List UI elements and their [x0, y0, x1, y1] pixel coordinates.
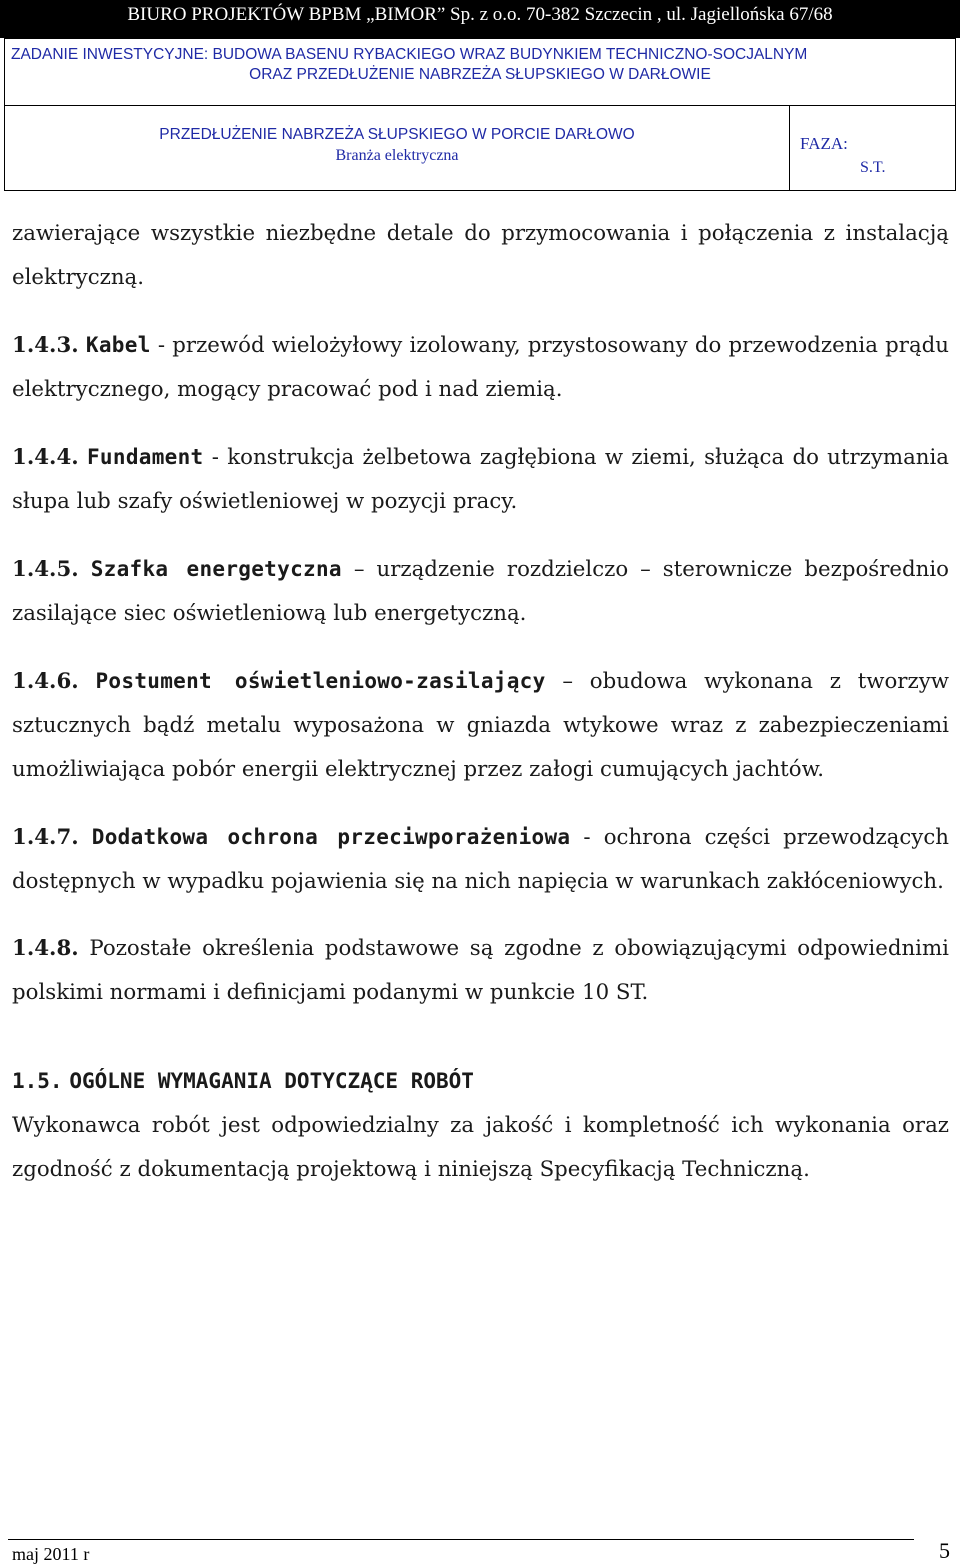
- investment-line-2: ORAZ PRZEDŁUŻENIE NABRZEŻA SŁUPSKIEGO W DARŁOWIE: [249, 66, 711, 83]
- branch-label: Branża elektryczna: [335, 147, 459, 164]
- intro-paragraph: zawierające wszystkie niezbędne detale do przymocowania i połączenia z instalacją elektryczną.: [12, 221, 949, 290]
- definition-1-4-3: [12, 323, 949, 412]
- definition-1-4-4: [12, 435, 949, 524]
- item-number: 1.4.5.: [12, 557, 79, 582]
- company-header: BIURO PROJEKTÓW BPBM „BIMOR” Sp. z o.o. 70-382 Szczecin , ul. Jagiellońska 67/68: [0, 0, 960, 38]
- subproject-cell: [5, 106, 790, 190]
- item-term: Szafka energetyczna: [90, 557, 342, 581]
- subproject-box: [4, 105, 956, 191]
- item-text: Pozostałe określenia podstawowe są zgodne z obowiązującymi odpowiednimi polskimi normami i definicjami podanymi w punkcie 10 ST.: [12, 936, 949, 1005]
- item-term: Kabel: [85, 333, 151, 357]
- item-term: Postument oświetleniowo-zasilający: [95, 669, 546, 693]
- item-text: - konstrukcja żelbetowa zagłębiona w ziemi, służąca do utrzymania słupa lub szafy oświetleniowej w pozycji pracy.: [12, 445, 949, 514]
- item-text: - przewód wielożyłowy izolowany, przystosowany do przewodzenia prądu elektrycznego, mogący pracować pod i nad ziemią.: [12, 333, 949, 402]
- investment-box: [4, 38, 956, 106]
- page-number: 5: [939, 1538, 950, 1563]
- section-number: 1.5.: [12, 1069, 63, 1093]
- footer-date: maj 2011 r: [12, 1544, 90, 1564]
- item-term: Fundament: [86, 445, 204, 469]
- definition-1-4-8: [12, 927, 949, 1015]
- phase-value: S.T.: [860, 159, 886, 176]
- footer-divider: [8, 1539, 914, 1540]
- item-number: 1.4.3.: [12, 333, 79, 358]
- definition-1-4-6: [12, 659, 949, 792]
- item-text: – obudowa wykonana z tworzyw sztucznych bądź metalu wyposażona w gniazda wtykowe wraz z zabezpieczeniami umożliwiająca pobór energii elektrycznej przez załogi cumujących jachtów.: [12, 669, 949, 782]
- item-number: 1.4.4.: [12, 445, 79, 470]
- phase-label: FAZA:: [800, 134, 848, 153]
- section-title: OGÓLNE WYMAGANIA DOTYCZĄCE ROBÓT: [69, 1069, 474, 1093]
- item-number: 1.4.8.: [12, 936, 79, 961]
- item-number: 1.4.7.: [12, 825, 79, 850]
- subproject-title: PRZEDŁUŻENIE NABRZEŻA SŁUPSKIEGO W PORCIE DARŁOWO: [159, 126, 635, 143]
- item-text: – urządzenie rozdzielczo – sterownicze bezpośrednio zasilające siec oświetleniową lub energetyczną.: [12, 557, 950, 626]
- definition-1-4-7: [12, 815, 949, 904]
- investment-line-1: ZADANIE INWESTYCYJNE: BUDOWA BASENU RYBACKIEGO WRAZ BUDYNKIEM TECHNICZNO-SOCJALNYM: [11, 46, 808, 63]
- definition-1-4-5: [12, 547, 949, 636]
- section-heading: [12, 1059, 949, 1104]
- item-number: 1.4.6.: [12, 669, 79, 694]
- item-text: - ochrona części przewodzących dostępnych w wypadku pojawienia się na nich napięcia w warunkach zakłóceniowych.: [12, 825, 949, 894]
- section-paragraph: Wykonawca robót jest odpowiedzialny za jakość i kompletność ich wykonania oraz zgodność z dokumentacją projektową i niniejszą Specyfikacją Techniczną.: [12, 1113, 949, 1182]
- item-term: Dodatkowa ochrona przeciwporażeniowa: [91, 825, 571, 849]
- document-body: [12, 212, 949, 1192]
